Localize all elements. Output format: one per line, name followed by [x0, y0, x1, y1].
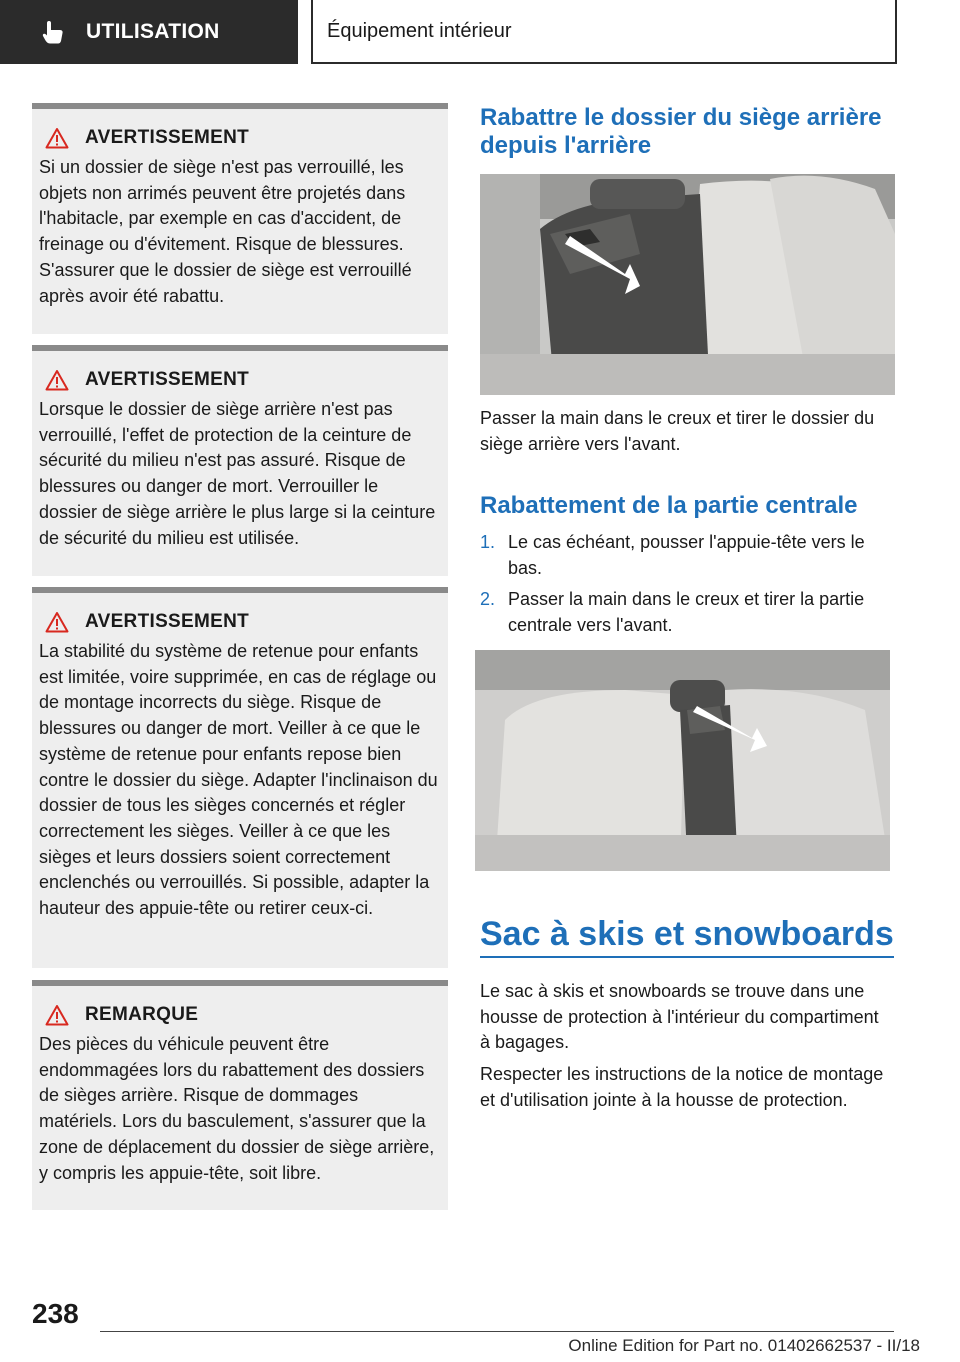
steps-list	[480, 530, 892, 644]
warning-triangle-icon	[45, 369, 69, 391]
step-item	[480, 587, 892, 638]
step-item	[480, 530, 892, 581]
center-section-photo	[475, 650, 890, 871]
section-tab	[311, 0, 897, 64]
notice-title: REMARQUE	[39, 1004, 440, 1026]
step-number: 2.	[480, 589, 496, 609]
pointing-hand-icon	[40, 19, 66, 45]
warning-title: AVERTISSEMENT	[39, 611, 440, 633]
warning-triangle-icon	[45, 611, 69, 633]
ski-bag-paragraph-2: Respecter les instructions de la notice de montage et d'utilisation jointe à la housse de protection.	[480, 1064, 884, 1110]
step-text: Passer la main dans le creux et tirer la partie centrale vers l'avant.	[508, 589, 865, 635]
notice-box	[32, 980, 448, 1210]
warning-triangle-icon	[45, 1004, 69, 1026]
section-label: Équipement intérieur	[327, 19, 512, 42]
warning-box-2	[32, 345, 448, 576]
warning-box-1	[32, 103, 448, 334]
chapter-label: UTILISATION	[86, 20, 220, 43]
rear-seat-fold-photo	[480, 174, 895, 395]
step-text: Le cas échéant, pousser l'appuie-tête vers le bas.	[508, 532, 865, 578]
notice-text: Des pièces du véhicule peuvent être endommagées lors du rabattement des dossiers de sièges arrière. Risque de dommages matériels. Lors du basculement, s'assurer que la zone de déplacement du dossier de siège arrière, y compris les appuie-tête, soit libre.	[39, 1034, 435, 1183]
warning-title: AVERTISSEMENT	[39, 127, 440, 149]
section-heading-center-fold: Rabattement de la partie centrale	[480, 492, 858, 519]
warning-title: AVERTISSEMENT	[39, 369, 440, 391]
edition-text: Online Edition for Part no. 01402662537 - II/18	[568, 1336, 920, 1355]
warning-triangle-icon	[45, 127, 69, 149]
chapter-tab	[0, 0, 298, 64]
step-number: 1.	[480, 532, 496, 552]
section1-body: Passer la main dans le creux et tirer le dossier du siège arrière vers l'avant.	[480, 408, 875, 454]
warning-text: Si un dossier de siège n'est pas verrouillé, les objets non arrimés peuvent être projetés dans l'habitacle, par exemple en cas d'accident, de freinage ou d'évitement. Risque de blessures. S'assurer que le dossier de siège est verrouillé après avoir été rabattu.	[39, 157, 412, 306]
ski-bag-paragraph-1: Le sac à skis et snowboards se trouve dans une housse de protection à l'intérieur du compartiment à bagages.	[480, 981, 879, 1052]
warning-text: Lorsque le dossier de siège arrière n'est pas verrouillé, l'effet de protection de la ceinture de sécurité du milieu n'est pas assuré. Risque de blessures ou danger de mort. Verrouiller le dossier de siège arrière le plus large si la ceinture de sécurité du milieu est utilisée.	[39, 399, 436, 548]
footer-rule	[100, 1331, 894, 1332]
section-heading-fold-from-rear: Rabattre le dossier du siège arrière depuis l'arrière	[480, 104, 882, 159]
warning-box-3	[32, 587, 448, 968]
warning-text: La stabilité du système de retenue pour enfants est limitée, voire supprimée, en cas de réglage ou de montage incorrects du siège. Risque de blessures ou danger de mort. Veiller à ce que le système de retenue pour enfants repose bien contre le dossier du siège. Adapter l'inclinaison du dossier de tous les sièges concernés et régler correctement les sièges. Veiller à ce que les sièges et leurs dossiers soient correctement enclenchés ou verrouillés. Si possible, adapter la hauteur des appuie-tête ou retirer ceux-ci.	[39, 641, 438, 919]
page-main-heading: Sac à skis et snowboards	[480, 912, 894, 958]
page-number: 238	[32, 1298, 79, 1329]
